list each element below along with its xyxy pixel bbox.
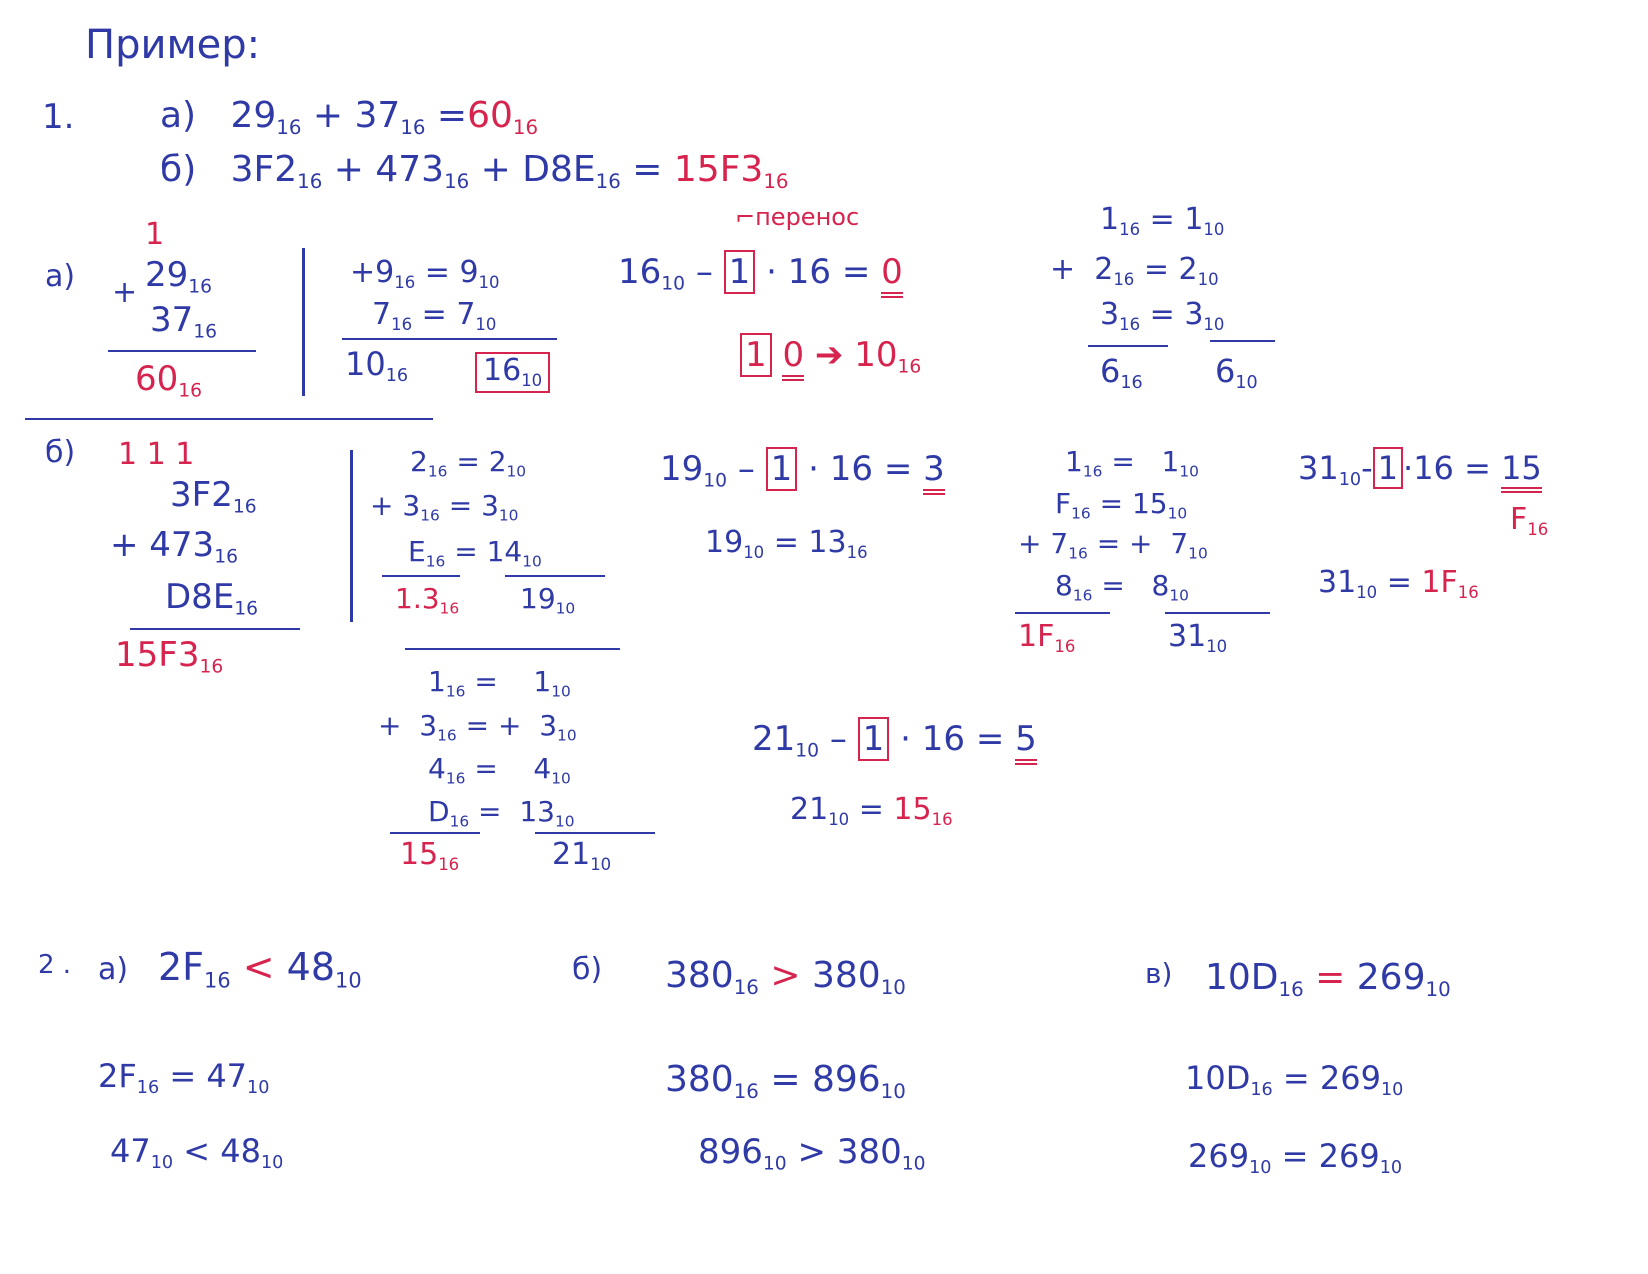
m2-row-2: $F_{16} = 15_{10}$	[1055, 487, 1188, 523]
m3-row-1: $1_{16}$ = $1_{10}$	[428, 665, 571, 701]
m3-row-3: $4_{16}$ = $4_{10}$	[428, 752, 571, 788]
conv-31: $31_{10} = 1F_{16}$	[1318, 565, 1479, 602]
task2c-step-2: $269_{10} = 269_{10}$	[1188, 1137, 1403, 1179]
carry-calc-a: $16_{10} - 1 \cdot 16 = 0$	[618, 255, 903, 294]
work-b-addend-1: $3F2_{16}$	[170, 475, 257, 518]
sum-line	[342, 338, 557, 340]
carry-calc-21: $21_{10} - 1 \cdot 16 = 5$	[752, 722, 1037, 761]
work-a-mid-row-1: $+9_{16} = 9_{10}$	[350, 255, 500, 292]
section-divider	[25, 418, 433, 420]
task2a-step-1: $2F_{16} = 47_{10}$	[98, 1057, 270, 1099]
m2-sum-dec: $31_{10}$	[1168, 619, 1228, 656]
sum-line	[1015, 612, 1110, 614]
hex-digit-f: $F_{16}$	[1510, 502, 1549, 539]
task2c-comparison: $10D_{16} = 269_{10}$	[1205, 957, 1451, 1001]
work-a-label: а)	[45, 259, 76, 294]
work-b-addend-3: $D8E_{16}$	[165, 577, 259, 620]
work-b-label: б)	[45, 435, 76, 470]
sum-line	[1165, 612, 1270, 614]
check-a-row-2: + $2_{16} = 2_{10}$	[1050, 252, 1219, 289]
sum-line	[130, 628, 300, 630]
conv-21: $21_{10} = 15_{16}$	[790, 792, 953, 829]
conv-19: $19_{10} = 13_{16}$	[705, 525, 868, 562]
m3-row-2: + $3_{16}$ = + $3_{10}$	[378, 709, 577, 745]
sum-line	[1210, 340, 1275, 342]
sum-line	[108, 350, 256, 352]
task2a-label: а)	[98, 952, 129, 987]
check-a-row-3: $3_{16} = 3_{10}$	[1100, 297, 1225, 334]
task2c-label: в)	[1145, 957, 1173, 990]
divider	[302, 248, 305, 396]
task2a-comparison: $2F_{16} < 48_{10}$	[158, 945, 362, 993]
task2b-step-1: $380_{16} = 896_{10}$	[665, 1059, 906, 1103]
task2c-step-1: $10D_{16} = 269_{10}$	[1185, 1059, 1404, 1101]
m1-sum-hex: $1.3_{16}$	[395, 582, 460, 618]
m3-sum-hex: $15_{16}$	[400, 837, 460, 874]
work-a-mid-row-2: $7_{16} = 7_{10}$	[372, 297, 497, 334]
m2-row-4: $8_{16} = 8_{10}$	[1055, 569, 1189, 605]
check-a-row-1: $1_{16} = 1_{10}$	[1100, 202, 1225, 239]
work-b-sum: $15F3_{16}$	[115, 635, 224, 678]
plus-sign: +	[112, 275, 138, 310]
boxed-result: $16_{10}$	[475, 352, 550, 393]
work-a-sum: $60_{16}$	[135, 359, 203, 402]
m3-row-4: $D_{16} = 13_{10}$	[428, 795, 575, 831]
task2-number: 2 .	[38, 950, 72, 980]
divider	[350, 450, 353, 622]
sum-line	[505, 575, 605, 577]
carry-calc-19: $19_{10} - 1 \cdot 16 = 3$	[660, 452, 945, 491]
section-divider	[405, 648, 620, 650]
carry-calc-31: $31_{10}-$ 1 ·16 = 15	[1298, 452, 1542, 490]
work-b-carry: 1 1 1	[118, 437, 195, 472]
task1a-equation: а) $29_{16} + 37_{16} =60_{16}$	[160, 95, 539, 139]
carry-result-a: 1 0 ➔ $10_{16}$	[740, 338, 921, 377]
task1b-equation: б) $3F2_{16} + 473_{16} + D8E_{16} = 15F3_{16}$	[160, 149, 789, 193]
sum-line	[1088, 345, 1168, 347]
sum-line	[390, 832, 480, 834]
m2-row-1: $1_{16} = 1_{10}$	[1065, 445, 1199, 481]
m2-row-3: + $7_{16}$ = + $7_{10}$	[1018, 527, 1208, 563]
work-a-mid-sum: $10_{16}$	[345, 345, 409, 387]
m3-sum-dec: $21_{10}$	[552, 837, 612, 874]
work-b-addend-2: + $473_{16}$	[110, 525, 238, 568]
m1-sum-dec: $19_{10}$	[520, 582, 576, 618]
task2b-step-2: $896_{10} > 380_{10}$	[698, 1132, 926, 1175]
check-a-sum-dec: $6_{10}$	[1215, 352, 1258, 394]
work-a-addend-2: $37_{16}$	[150, 300, 218, 343]
sum-line	[535, 832, 655, 834]
task2b-comparison: $380_{16} > 380_{10}$	[665, 955, 906, 999]
m1-row-3: $E_{16} = 14_{10}$	[408, 535, 542, 571]
sum-line	[382, 575, 460, 577]
check-a-sum-hex: $6_{16}$	[1100, 352, 1143, 394]
task1-number: 1.	[42, 97, 75, 137]
page-title: Пример:	[85, 22, 261, 68]
m1-row-1: $2_{16} = 2_{10}$	[410, 445, 527, 481]
m2-sum-hex: $1F_{16}$	[1018, 619, 1076, 656]
task2b-label: б)	[572, 952, 603, 987]
work-a-carry: 1	[145, 217, 165, 252]
task2a-step-2: $47_{10} < 48_{10}$	[110, 1132, 284, 1174]
work-a-addend-1: $29_{16}$	[145, 255, 213, 298]
m1-row-2: + $3_{16} = 3_{10}$	[370, 489, 519, 525]
carry-label: ⌐перенос	[735, 203, 860, 231]
